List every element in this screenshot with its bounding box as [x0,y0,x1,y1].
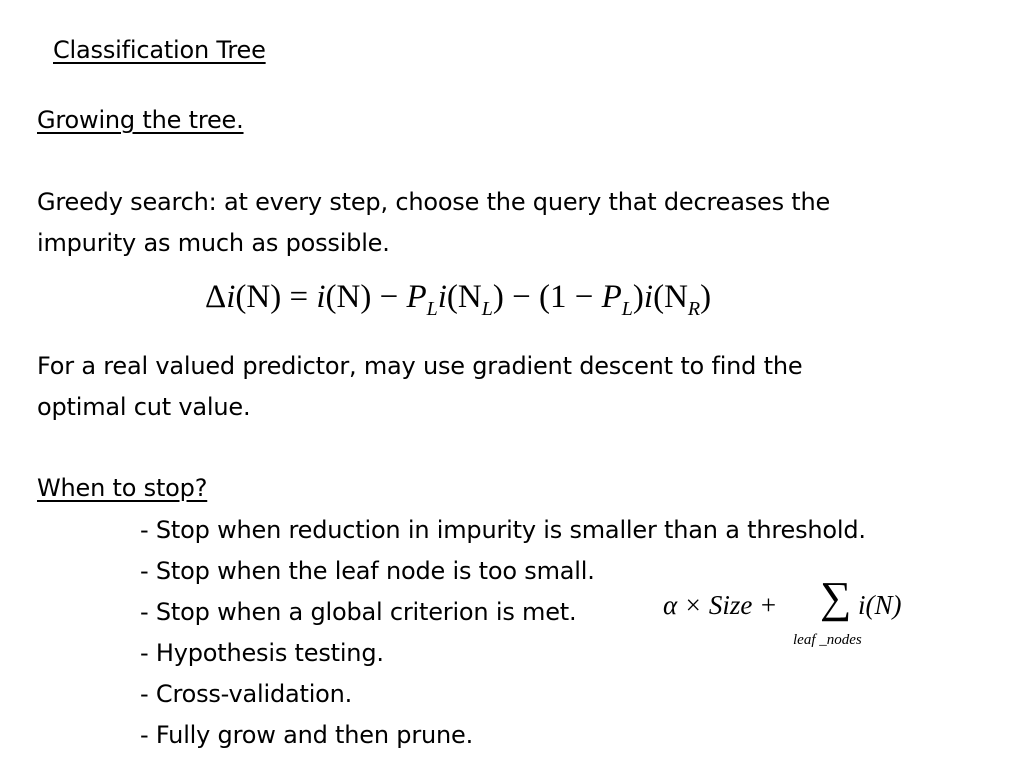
list-item: - Fully grow and then prune. [140,721,474,749]
section-heading-when-to-stop: When to stop? [37,474,208,502]
sum-subscript: leaf _nodes [793,632,862,648]
paragraph-line: Greedy search: at every step, choose the query that decreases the [37,188,831,216]
formula-summand: i(N) [858,590,902,620]
predictor-paragraph [37,346,987,428]
paragraph-line: optimal cut value. [37,393,251,421]
paragraph-line: impurity as much as possible. [37,229,390,257]
global-criterion-formula [663,573,933,654]
greedy-search-paragraph [37,182,987,264]
list-item: - Stop when a global criterion is met. [140,598,577,626]
impurity-decrease-formula: $\Delta i(N) = i(N) - P_Li(N_L) - (1 - P_L)i(N_R)$ [205,279,712,320]
list-item: - Stop when reduction in impurity is smaller than a threshold. [140,516,866,544]
paragraph-line: For a real valued predictor, may use gradient descent to find the [37,352,803,380]
section-heading-growing: Growing the tree. [37,106,244,134]
list-item: - Hypothesis testing. [140,639,384,667]
sum-symbol: ∑ [820,573,852,622]
list-item: - Stop when the leaf node is too small. [140,557,595,585]
formula-expression: α × Size + [663,590,778,620]
slide-title: Classification Tree [53,36,266,64]
list-item: - Cross-validation. [140,680,353,708]
